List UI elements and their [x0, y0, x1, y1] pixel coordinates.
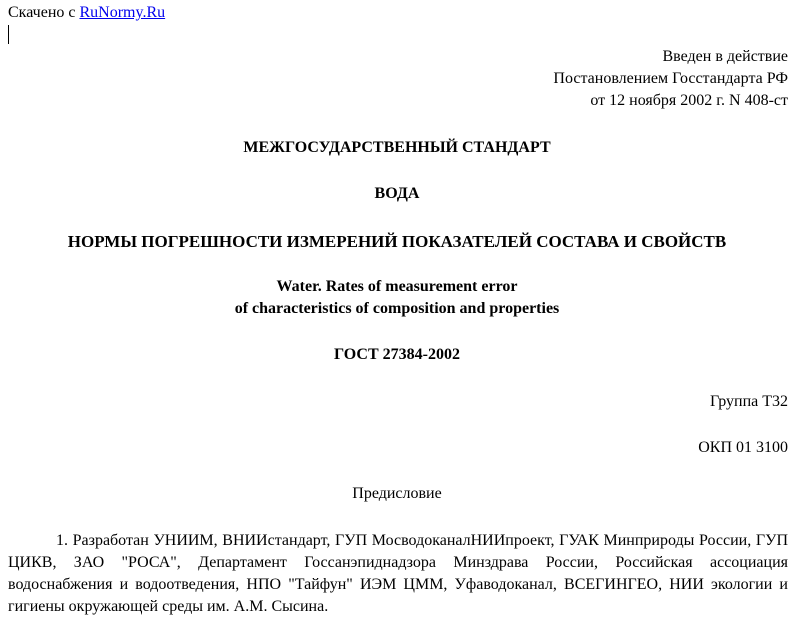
- water-heading: ВОДА: [374, 185, 420, 202]
- text-cursor: [8, 25, 9, 44]
- interstate-heading: МЕЖГОСУДАРСТВЕННЫЙ СТАНДАРТ: [243, 139, 551, 156]
- group-code: Группа Т32: [709, 393, 788, 410]
- preface-title: Предисловие: [352, 485, 442, 502]
- preface-paragraph-1: 1. Разработан УНИИМ, ВНИИстандарт, ГУП МосводоканалНИИпроект, ГУАК Минприроды России, ГУП ЦИКВ, ЗАО "РОСА", Департамент Госсанэпиднадзора Минздрава России, Российская ассоциация водоснабжения и водоотведения, НПО "Тайфун" ИЭМ ЦММ, Уфаводоканал, ВСЕГИНГЕО, НИИ экологии и гигиены окружающей среды им. А.М. Сысина.: [8, 532, 788, 615]
- source-prefix: Скачено с: [8, 4, 80, 21]
- source-link[interactable]: RuNormy.Ru: [79, 4, 166, 21]
- source-line: [8, 3, 165, 22]
- gost-number: ГОСТ 27384-2002: [334, 346, 460, 363]
- intro-block: [553, 46, 788, 112]
- english-title-line-2: of characteristics of composition and properties: [234, 300, 560, 317]
- okp-code: ОКП 01 3100: [698, 439, 788, 456]
- intro-line-3: от 12 ноября 2002 г. N 408-ст: [590, 92, 788, 109]
- intro-line-1: Введен в действие: [662, 48, 788, 65]
- english-title-line-1: Water. Rates of measurement error: [276, 278, 518, 295]
- document-title: НОРМЫ ПОГРЕШНОСТИ ИЗМЕРЕНИЙ ПОКАЗАТЕЛЕЙ СОСТАВА И СВОЙСТВ: [67, 232, 727, 251]
- intro-line-2: Постановлением Госстандарта РФ: [553, 70, 788, 87]
